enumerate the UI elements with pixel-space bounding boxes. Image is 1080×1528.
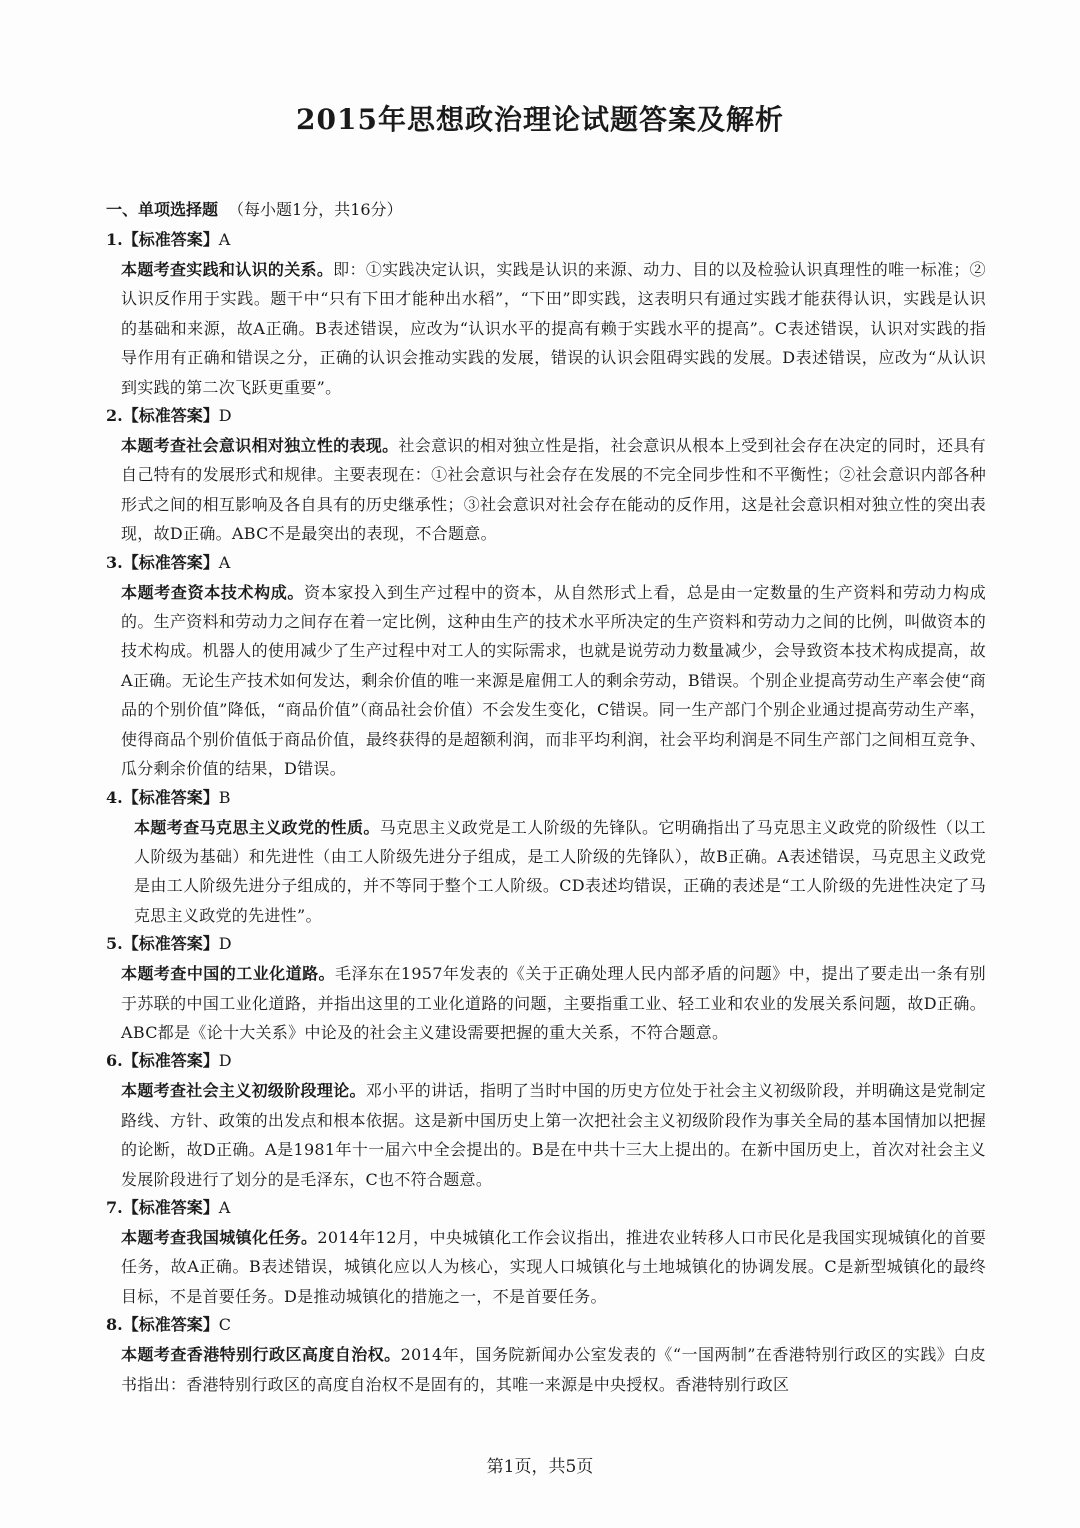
- answer-value: D: [218, 934, 232, 954]
- question-item: [106, 402, 986, 549]
- answer-label: 【标准答案】: [122, 1051, 219, 1071]
- question-explanation: [106, 1340, 986, 1399]
- question-number: 3.: [106, 552, 123, 572]
- explanation-text: 毛泽东在1957年发表的《关于正确处理人民内部矛盾的问题》中，提出了要走出一条有别于苏联的中国工业化道路，并指出这里的工业化道路的问题，主要指重工业、轻工业和农业的发展关系问题，故D正确。ABC都是《论十大关系》中论及的社会主义建设需要把握的重大关系，不符合题意。: [121, 964, 986, 1042]
- explanation-lead: 本题考查马克思主义政党的性质。: [134, 817, 380, 837]
- section-scoring-note: （每小题1分，共16分）: [228, 200, 403, 219]
- question-explanation: [106, 255, 986, 402]
- section-heading: [106, 196, 986, 226]
- question-header: [106, 402, 986, 431]
- explanation-text: 2014年，国务院新闻办公室发表的《“一国两制”在香港特别行政区的实践》白皮书指出：香港特别行政区的高度自治权不是固有的，其唯一来源是中央授权。香港特别行政区: [121, 1345, 986, 1394]
- answer-value: A: [218, 552, 231, 572]
- explanation-text: 即：①实践决定认识，实践是认识的来源、动力、目的以及检验认识真理性的唯一标准；②认识反作用于实践。题干中“只有下田才能种出水稻”，“下田”即实践，这表明只有通过实践才能获得认识，实践是认识的基础和来源，故A正确。B表述错误，应改为“认识水平的提高有赖于实践水平的提高”。C表述错误，认识对实践的指导作用有正确和错误之分，正确的认识会推动实践的发展，错误的认识会阻碍实践的发展。D表述错误，应改为“从认识到实践的第二次飞跃更重要”。: [121, 260, 986, 397]
- question-header: [106, 1311, 986, 1340]
- question-number: 5.: [106, 934, 123, 954]
- answer-value: B: [218, 787, 231, 807]
- question-item: [106, 1194, 986, 1311]
- answer-content: [106, 196, 986, 1399]
- explanation-text: 邓小平的讲话，指明了当时中国的历史方位处于社会主义初级阶段，并明确这是党制定路线、方针、政策的出发点和根本依据。这是新中国历史上第一次把社会主义初级阶段作为事关全局的基本国情加以把握的论断，故D正确。A是1981年十一届六中全会提出的。B是在中共十三大上提出的。在新中国历史上，首次对社会主义发展阶段进行了划分的是毛泽东，C也不符合题意。: [121, 1081, 986, 1189]
- question-item: [106, 930, 986, 1047]
- question-item: [106, 226, 986, 402]
- explanation-lead: 本题考查我国城镇化任务。: [121, 1227, 318, 1247]
- answer-value: C: [218, 1315, 231, 1335]
- question-number: 1.: [106, 230, 123, 249]
- question-number: 8.: [106, 1315, 123, 1335]
- question-explanation: [106, 1223, 986, 1311]
- question-number: 7.: [106, 1197, 123, 1217]
- answer-value: A: [218, 1197, 231, 1217]
- question-header: [106, 549, 986, 578]
- question-number: 2.: [106, 406, 123, 426]
- question-number: 6.: [106, 1051, 123, 1071]
- explanation-text: 2014年12月，中央城镇化工作会议指出，推进农业转移人口市民化是我国实现城镇化的首要任务，故A正确。B表述错误，城镇化应以人为核心，实现人口城镇化与土地城镇化的协调发展。C是新型城镇化的最终目标，不是首要任务。D是推动城镇化的措施之一，不是首要任务。: [121, 1227, 986, 1306]
- question-header: [106, 1194, 986, 1223]
- explanation-lead: 本题考查实践和认识的关系。: [121, 260, 334, 279]
- answer-label: 【标准答案】: [122, 552, 219, 572]
- question-explanation: [106, 1076, 986, 1194]
- answer-value: A: [218, 230, 231, 249]
- question-explanation: [106, 959, 986, 1047]
- answer-label: 【标准答案】: [122, 934, 219, 954]
- question-header: [106, 784, 986, 813]
- question-item: [106, 1047, 986, 1194]
- question-item: [106, 1311, 986, 1399]
- answer-value: D: [218, 1051, 232, 1071]
- answer-value: D: [218, 406, 232, 426]
- section-heading-text: 一、单项选择题: [106, 200, 219, 219]
- explanation-text: 马克思主义政党是工人阶级的先锋队。它明确指出了马克思主义政党的阶级性（以工人阶级为基础）和先进性（由工人阶级先进分子组成，是工人阶级的先锋队），故B正确。A表述错误，马克思主义政党是由工人阶级先进分子组成的，并不等同于整个工人阶级。CD表述均错误，正确的表述是“工人阶级的先进性决定了马克思主义政党的先进性”。: [134, 817, 986, 925]
- explanation-lead: 本题考查社会主义初级阶段理论。: [121, 1081, 366, 1101]
- explanation-text: 资本家投入到生产过程中的资本，从自然形式上看，总是由一定数量的生产资料和劳动力构成的。生产资料和劳动力之间存在着一定比例，这种由生产的技术水平所决定的生产资料和劳动力之间的比例，叫做资本的技术构成。机器人的使用减少了生产过程中对工人的实际需求，也就是说劳动力数量减少，会导致资本技术构成提高，故A正确。无论生产技术如何发达，剩余价值的唯一来源是雇佣工人的剩余劳动，B错误。个别企业提高劳动生产率会使“商品的个别价值”降低，“商品价值”（商品社会价值）不会发生变化，C错误。同一生产部门个别企业通过提高劳动生产率，使得商品个别价值低于商品价值，最终获得的是超额利润，而非平均利润，社会平均利润是不同生产部门之间相互竞争、瓜分剩余价值的结果，D错误。: [121, 582, 986, 779]
- explanation-lead: 本题考查资本技术构成。: [121, 582, 305, 602]
- explanation-text: 社会意识的相对独立性是指，社会意识从根本上受到社会存在决定的同时，还具有自己特有的发展形式和规律。主要表现在：①社会意识与社会存在发展的不完全同步性和不平衡性；②社会意识内部各种形式之间的相互影响及各自具有的历史继承性；③社会意识对社会存在能动的反作用，这是社会意识相对独立性的突出表现，故D正确。ABC不是最突出的表现，不合题意。: [121, 436, 986, 544]
- question-explanation: [106, 578, 986, 784]
- page-number-footer: 第1页，共5页: [486, 1457, 594, 1477]
- question-item: [106, 784, 986, 931]
- answer-label: 【标准答案】: [122, 406, 219, 426]
- explanation-lead: 本题考查社会意识相对独立性的表现。: [121, 436, 399, 456]
- document-title: 2015年思想政治理论试题答案及解析: [296, 103, 784, 136]
- explanation-lead: 本题考查中国的工业化道路。: [121, 964, 335, 984]
- explanation-lead: 本题考查香港特别行政区高度自治权。: [121, 1345, 401, 1365]
- answer-label: 【标准答案】: [122, 1197, 219, 1217]
- answer-label: 【标准答案】: [122, 230, 219, 249]
- answer-label: 【标准答案】: [122, 787, 219, 807]
- question-explanation: [106, 813, 986, 931]
- question-number: 4.: [106, 787, 123, 807]
- answer-label: 【标准答案】: [122, 1315, 219, 1335]
- question-header: [106, 226, 986, 255]
- question-explanation: [106, 431, 986, 549]
- question-item: [106, 549, 986, 784]
- question-header: [106, 1047, 986, 1076]
- question-header: [106, 930, 986, 959]
